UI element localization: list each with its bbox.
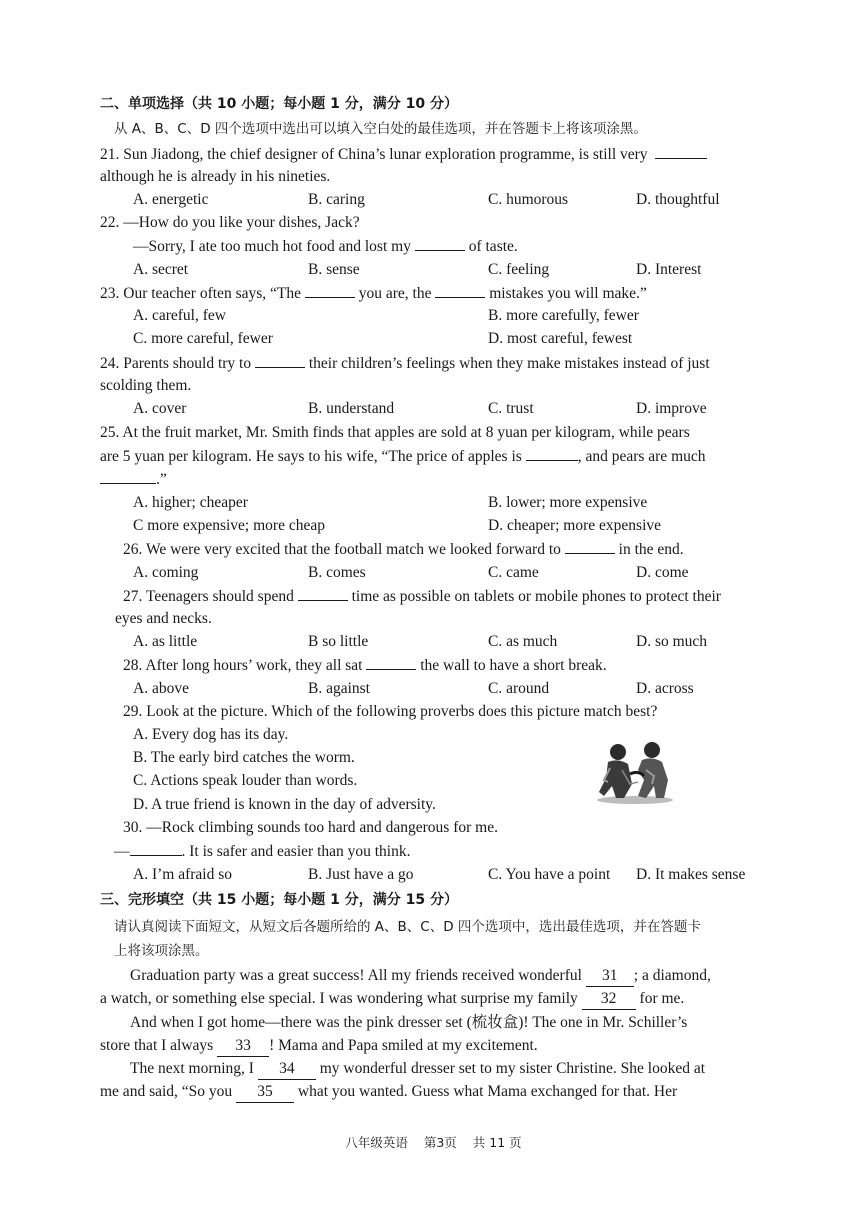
- q24-stem-line1: [100, 353, 710, 374]
- q23-option-b: B. more carefully, fewer: [488, 307, 639, 324]
- q30-option-d: D. It makes sense: [636, 866, 746, 883]
- q29-option-b: B. The early bird catches the worm.: [133, 749, 355, 766]
- q30-option-c: C. You have a point: [488, 866, 611, 883]
- q30-stem-line1: 30. —Rock climbing sounds too hard and dangerous for me.: [123, 819, 498, 836]
- passage-text: The next morning, I: [130, 1060, 254, 1077]
- blank-31: 31: [586, 966, 634, 987]
- passage-p3-line2: [100, 1082, 677, 1103]
- q27-option-a: A. as little: [133, 633, 198, 650]
- q26-option-b: B. comes: [308, 564, 366, 581]
- q27-stem-line2: eyes and necks.: [115, 610, 212, 627]
- section-3-instruction-line2: 上将该项涂黑。: [114, 943, 209, 959]
- footer-subject: 八年级英语: [345, 1135, 408, 1150]
- q21-option-a: A. energetic: [133, 191, 209, 208]
- q27-stem-text-b: time as possible on tablets or mobile phones to protect their: [351, 588, 721, 605]
- q25-option-c: C more expensive; more cheap: [133, 517, 325, 534]
- q23-option-d: D. most careful, fewest: [488, 330, 633, 347]
- passage-text: for me.: [639, 990, 685, 1007]
- q25-blank-2: [100, 469, 156, 484]
- q28-blank: [366, 655, 416, 670]
- q24-option-b: B. understand: [308, 400, 395, 417]
- passage-p3-line1: [130, 1059, 705, 1080]
- blank-34: 34: [258, 1059, 316, 1080]
- q25-blank-1: [526, 446, 578, 461]
- q26-stem-text-a: 26. We were very excited that the football match we looked forward to: [123, 541, 561, 558]
- q23-blank-1: [305, 283, 355, 298]
- q21-option-b: B. caring: [308, 191, 365, 208]
- q29-option-a: A. Every dog has its day.: [133, 726, 289, 743]
- section-2-instruction: 从 A、B、C、D 四个选项中选出可以填入空白处的最佳选项，并在答题卡上将该项涂黑。: [114, 121, 647, 137]
- q24-stem-text-a: 24. Parents should try to: [100, 355, 252, 372]
- footer-total-pages: 共 11 页: [472, 1135, 522, 1150]
- passage-text: ! Mama and Papa smiled at my excitement.: [269, 1037, 538, 1054]
- q26-option-d: D. come: [636, 564, 689, 581]
- q24-stem-text-b: their children’s feelings when they make mistakes instead of just: [308, 355, 710, 372]
- section-2-title: 二、单项选择（共 10 小题；每小题 1 分，满分 10 分）: [100, 96, 458, 112]
- q30-stem-line2: [114, 841, 411, 862]
- passage-p2-line2: [100, 1036, 538, 1057]
- section-3-title: 三、完形填空（共 15 小题；每小题 1 分，满分 15 分）: [100, 892, 458, 908]
- passage-p1-line2: [100, 989, 684, 1010]
- q23-option-c: C. more careful, fewer: [133, 330, 273, 347]
- q26-blank: [565, 539, 615, 554]
- q28-option-a: A. above: [133, 680, 189, 697]
- q26-stem-text-b: in the end.: [618, 541, 684, 558]
- q30-blank: [130, 841, 182, 856]
- q26-option-a: A. coming: [133, 564, 199, 581]
- passage-text: Graduation party was a great success! All my friends received wonderful: [130, 967, 582, 984]
- q24-option-c: C. trust: [488, 400, 534, 417]
- q21-stem-line1: [100, 144, 707, 165]
- q21-stem-line2: although he is already in his nineties.: [100, 168, 331, 185]
- two-friends-helping-picture: [594, 740, 676, 806]
- q27-option-d: D. so much: [636, 633, 708, 650]
- q28-option-c: C. around: [488, 680, 550, 697]
- q22-stem-line1: 22. —How do you like your dishes, Jack?: [100, 214, 360, 231]
- q28-stem-text-a: 28. After long hours’ work, they all sat: [123, 657, 363, 674]
- q22-option-d: D. Interest: [636, 261, 702, 278]
- q25-stem-line3: [100, 469, 167, 490]
- blank-33: 33: [217, 1036, 269, 1057]
- q27-stem-line1: [123, 586, 721, 607]
- q26-stem-line1: [123, 539, 684, 560]
- q27-option-c: C. as much: [488, 633, 558, 650]
- footer-page-number: 第3页: [423, 1135, 457, 1150]
- q23-stem-text-a: 23. Our teacher often says, “The: [100, 285, 301, 302]
- q29-option-c: C. Actions speak louder than words.: [133, 772, 358, 789]
- q22-stem-text-b: of taste.: [468, 238, 518, 255]
- q25-stem-text-c: .”: [156, 471, 167, 488]
- passage-text: store that I always: [100, 1037, 214, 1054]
- q29-stem-line1: 29. Look at the picture. Which of the following proverbs does this picture match best?: [123, 703, 658, 720]
- q21-stem-text: 21. Sun Jiadong, the chief designer of China’s lunar exploration programme, is still very: [100, 146, 648, 163]
- q24-blank: [255, 353, 305, 368]
- q21-blank: [655, 144, 707, 159]
- q24-option-a: A. cover: [133, 400, 187, 417]
- q21-option-c: C. humorous: [488, 191, 569, 208]
- q22-stem-line2: [133, 236, 518, 257]
- q27-option-b: B so little: [308, 633, 369, 650]
- passage-text: ; a diamond,: [633, 967, 711, 984]
- page-footer: [0, 1133, 867, 1151]
- passage-text: my wonderful dresser set to my sister Christine. She looked at: [319, 1060, 706, 1077]
- q23-option-a: A. careful, few: [133, 307, 226, 324]
- blank-35: 35: [236, 1082, 294, 1103]
- q28-stem-line1: [123, 655, 607, 676]
- q25-stem-line2: [100, 446, 706, 467]
- q23-stem-text-c: mistakes you will make.”: [489, 285, 647, 302]
- q30-option-b: B. Just have a go: [308, 866, 414, 883]
- q28-option-b: B. against: [308, 680, 370, 697]
- passage-p2-line1: And when I got home—there was the pink dresser set (梳妆盒)! The one in Mr. Schiller’s: [130, 1014, 688, 1031]
- q22-blank: [415, 236, 465, 251]
- q29-option-d: D. A true friend is known in the day of adversity.: [133, 796, 436, 813]
- q27-stem-text-a: 27. Teenagers should spend: [123, 588, 294, 605]
- section-3-instruction-line1: 请认真阅读下面短文，从短文后各题所给的 A、B、C、D 四个选项中，选出最佳选项，并在答题卡: [114, 919, 701, 935]
- passage-p1-line1: [130, 966, 711, 987]
- q24-option-d: D. improve: [636, 400, 707, 417]
- q22-option-b: B. sense: [308, 261, 360, 278]
- q21-option-d: D. thoughtful: [636, 191, 720, 208]
- q26-option-c: C. came: [488, 564, 539, 581]
- q25-stem-text-b: , and pears are much: [577, 448, 706, 465]
- q23-stem-text-b: you are, the: [358, 285, 432, 302]
- q30-stem-text-b: . It is safer and easier than you think.: [181, 843, 411, 860]
- q22-option-a: A. secret: [133, 261, 189, 278]
- q23-blank-2: [435, 283, 485, 298]
- passage-text: what you wanted. Guess what Mama exchanged for that. Her: [297, 1083, 678, 1100]
- q30-stem-text-a: —: [114, 843, 130, 860]
- q24-stem-line2: scolding them.: [100, 377, 192, 394]
- q25-option-b: B. lower; more expensive: [488, 494, 648, 511]
- q25-option-a: A. higher; cheaper: [133, 494, 248, 511]
- q25-stem-line1: 25. At the fruit market, Mr. Smith finds that apples are sold at 8 yuan per kilogram, while pears: [100, 424, 690, 441]
- q27-blank: [298, 586, 348, 601]
- passage-text: me and said, “So you: [100, 1083, 233, 1100]
- q25-stem-text-a: are 5 yuan per kilogram. He says to his wife, “The price of apples is: [100, 448, 522, 465]
- q23-stem-line1: [100, 283, 647, 304]
- blank-32: 32: [582, 989, 636, 1010]
- q28-option-d: D. across: [636, 680, 694, 697]
- q28-stem-text-b: the wall to have a short break.: [420, 657, 607, 674]
- q22-stem-text-a: —Sorry, I ate too much hot food and lost my: [133, 238, 411, 255]
- passage-text: a watch, or something else special. I was wondering what surprise my family: [100, 990, 578, 1007]
- q22-option-c: C. feeling: [488, 261, 550, 278]
- q30-option-a: A. I’m afraid so: [133, 866, 232, 883]
- q25-option-d: D. cheaper; more expensive: [488, 517, 662, 534]
